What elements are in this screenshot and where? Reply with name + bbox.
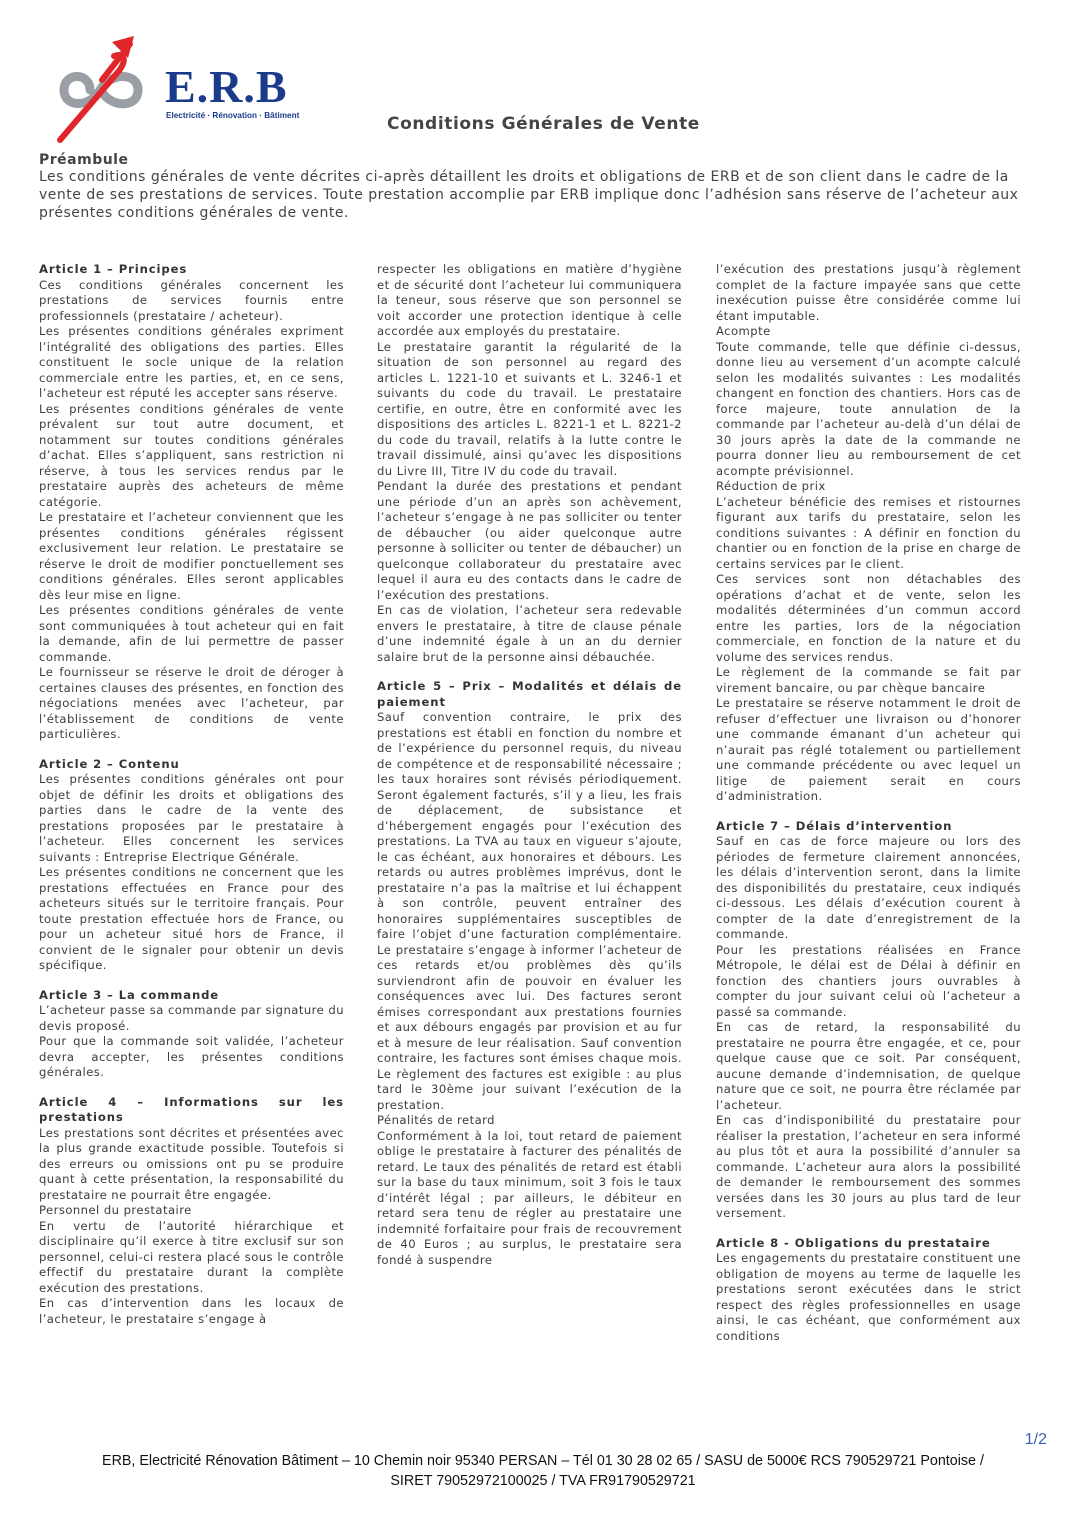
document-title: Conditions Générales de Vente bbox=[387, 114, 700, 134]
paragraph: L’acheteur passe sa commande par signature du devis proposé. bbox=[39, 1003, 344, 1033]
column-2 bbox=[377, 262, 682, 1268]
article-5-title: Article 5 – Prix – Modalités et délais de paiement bbox=[377, 679, 682, 709]
paragraph: Les prestations sont décrites et présentées avec la plus grande exactitude possible. Toutefois si des erreurs ou omissions ont pu se produire quant à cette présentation, la responsabilité du prestataire ne pourrait être engagée. bbox=[39, 1125, 344, 1202]
paragraph: L’acheteur bénéficie des remises et ristournes figurant aux tarifs du prestataire, selon les conditions suivantes : A définir en fonction du chantier ou en fonction de la prise en charge de certains services par le client. bbox=[716, 494, 1021, 571]
article-7-title: Article 7 – Délais d’intervention bbox=[716, 818, 953, 833]
paragraph: Pendant la durée des prestations et pendant une période d’un an après son achèvement, l’acheteur s’engage à ne pas solliciter ou tenter de débaucher (ou aider quelconque autre personne à solliciter ou tenter de débaucher) un quelconque collaborateur du prestataire avec lequel il aura eu des contacts dans le cadre de l’exécution des prestations. bbox=[377, 479, 682, 602]
page-number: 1/2 bbox=[1024, 1431, 1047, 1448]
footer-line-1: ERB, Electricité Rénovation Bâtiment – 10 Chemin noir 95340 PERSAN – Tél 01 30 28 02 65 / SASU de 5000€ RCS 790529721 Pontoise / bbox=[102, 1453, 984, 1469]
paragraph: En cas de violation, l’acheteur sera redevable envers le prestataire, à titre de clause pénale d’une indemnité égale à un an du dernier salaire brut de la personne ainsi débauchée. bbox=[377, 603, 682, 664]
subheading: Réduction de prix bbox=[716, 479, 826, 493]
paragraph: Le règlement de la commande se fait par virement bancaire, ou par chèque bancaire bbox=[716, 665, 1021, 695]
paragraph: Sauf convention contraire, le prix des prestations est établi en fonction du nombre et de l’expérience du personnel requis, du niveau de compétence et de responsabilité nécessaire ; les taux horaires sont révisés périodiquement. Seront également facturés, s’il y a lieu, les frais de déplacement, de subsistance et d’hébergement engagés pour l’exécution des prestations. La TVA au taux en vigueur s’ajoute, le cas échéant, aux honoraires et débours. Les retards ou autres problèmes imprévus, dont le prestataire n’a pas la maîtrise et lui échappent à son contrôle, peuvent entraîner des honoraires supplémentaires susceptibles de faire l’objet d’une facturation complémentaire. Le prestataire s’engage à informer l’acheteur de ces retards et/ou problèmes dès qu’ils surviendront afin de pouvoir en évaluer les conséquences avec lui. Des factures seront émises correspondant aux prestations fournies et aux débours engagés par provision et au fur et à mesure de leur réalisation. Sauf convention contraire, les factures sont émises chaque mois. Le règlement des factures est exigible : au plus tard le 30ème jour suivant l’exécution de la prestation. bbox=[377, 710, 682, 1112]
paragraph: Les présentes conditions générales ont pour objet de définir les droits et obligations des parties dans le cadre de la vente des prestations proposées par le prestataire à l’acheteur. Elles concernent les services suivants : Entreprise Electrique Générale. bbox=[39, 772, 344, 864]
paragraph: Les présentes conditions ne concernent que les prestations effectuées en France pour des acheteurs situés sur le territoire français. Pour toute prestation effectuée hors de France, ou pour un acheteur situé hors de France, il convient de le signaler pour obtenir un devis spécifique. bbox=[39, 865, 344, 972]
paragraph: Ces services sont non détachables des opérations d’achat et de vente, selon les modalités déterminées d’un commun accord entre les parties, lors de la négociation commerciale, en fonction de la nature et du volume des services rendus. bbox=[716, 572, 1021, 664]
paragraph: Sauf en cas de force majeure ou lors des périodes de fermeture clairement annoncées, les délais d’intervention seront, dans la limite des disponibilités du prestataire, ceux indiqués ci-dessous. Les délais d’exécution courent à compter de la date d’enregistrement de la commande. bbox=[716, 834, 1021, 941]
article-8-title: Article 8 - Obligations du prestataire bbox=[716, 1235, 991, 1250]
paragraph: Le prestataire garantit la régularité de la situation de son personnel au regard des articles L. 1221-10 et suivants et L. 3246-1 et suivants du code du travail. Le prestataire certifie, en outre, être en conformité avec les dispositions des articles L. 8221-1 et L. 8221-2 du code du travail, relatifs à la lutte contre le travail dissimulé, ainsi qu’avec les dispositions du Livre III, Titre IV du code du travail. bbox=[377, 339, 682, 478]
subheading: Acompte bbox=[716, 324, 771, 338]
subheading: Pénalités de retard bbox=[377, 1113, 495, 1127]
preamble bbox=[39, 152, 1051, 222]
paragraph: Conformément à la loi, tout retard de paiement oblige le prestataire à facturer des pénalités de retard. Le taux des pénalités de retard est établi sur la base du taux minimum, soit 3 fois le taux d’intérêt légal ; par ailleurs, le débiteur en retard sera tenu de régler au prestataire une indemnité forfaitaire pour frais de recouvrement de 40 Euros ; au surplus, le prestataire sera fondé à suspendre bbox=[377, 1128, 682, 1267]
column-1 bbox=[39, 262, 344, 1327]
paragraph: respecter les obligations en matière d’hygiène et de sécurité dont l’acheteur lui communiquera la teneur, sous réserve que son personnel se voit accorder une protection identique à celle accordée aux employés du prestataire. bbox=[377, 262, 682, 338]
article-4-title: Article 4 – Informations sur les prestations bbox=[39, 1094, 344, 1124]
article-1-title: Article 1 – Principes bbox=[39, 262, 188, 276]
article-2-title: Article 2 – Contenu bbox=[39, 756, 180, 771]
paragraph: Les engagements du prestataire constituent une obligation de moyens au terme de laquelle les prestations seront exécutées dans le strict respect des règles professionnelles en usage ainsi, le cas échéant, que conformément aux conditions bbox=[716, 1251, 1021, 1343]
footer-line-2: SIRET 79052972100025 / TVA FR91790529721 bbox=[390, 1473, 696, 1489]
footer bbox=[0, 1451, 1086, 1491]
paragraph: Le prestataire et l’acheteur conviennent que les présentes conditions générales régissent exclusivement leur relation. Le prestataire se réserve le droit de modifier ponctuellement ses conditions générales. Elles seront applicables dès leur mise en ligne. bbox=[39, 510, 344, 602]
paragraph: l’exécution des prestations jusqu’à règlement complet de la facture impayée sans que cette inexécution puisse être considérée comme lui étant imputable. bbox=[716, 262, 1021, 323]
paragraph: Le prestataire se réserve notamment le droit de refuser d’effectuer une livraison ou d’honorer une commande émanant d’un acheteur qui n’aurait pas réglé totalement ou partiellement une commande précédente ou avec lequel un litige de paiement serait en cours d’administration. bbox=[716, 696, 1021, 803]
paragraph: Ces conditions générales concernent les prestations de services fournis entre professionnels (prestataire / acheteur). bbox=[39, 277, 344, 323]
preamble-text: Les conditions générales de vente décrites ci-après détaillent les droits et obligations de ERB et de son client dans le cadre de la vente de ses prestations de services. Toute prestation accomplie par ERB implique donc l’adhésion sans réserve de l’acheteur aux présentes conditions générales de vente. bbox=[39, 169, 1019, 221]
paragraph: Les présentes conditions générales expriment l’intégralité des obligations des parties. Elles constituent le socle unique de la relation commerciale entre les parties, et, en ce sens, l’acheteur est réputé les accepter sans réserve. bbox=[39, 324, 344, 400]
brand-tagline: Electricité · Rénovation · Bâtiment bbox=[166, 111, 300, 120]
paragraph: Pour que la commande soit validée, l’acheteur devra accepter, les présentes conditions générales. bbox=[39, 1034, 344, 1079]
column-3 bbox=[716, 262, 1021, 1344]
article-3-title: Article 3 – La commande bbox=[39, 987, 220, 1002]
paragraph: Les présentes conditions générales de vente sont communiquées à tout acheteur qui en fait la demande, afin de lui permettre de passer commande. bbox=[39, 603, 344, 664]
paragraph: En cas de retard, la responsabilité du prestataire ne pourra être engagée, et ce, pour quelque cause que ce soit. Par conséquent, aucune demande d’indemnisation, de quelque nature que ce soit, ne pourra être réclamée par l’acheteur. bbox=[716, 1020, 1021, 1112]
paragraph: Toute commande, telle que définie ci-dessus, donne lieu au versement d’un acompte calculé selon les modalités suivantes : Les modalités changent en fonction des chantiers. Hors cas de force majeure, toute annulation de la commande par l’acheteur au-delà d’un délai de 30 jours après la date de la commande ne pourra donner lieu au remboursement de cet acompte prévisionnel. bbox=[716, 339, 1021, 478]
paragraph: En cas d’intervention dans les locaux de l’acheteur, le prestataire s’engage à bbox=[39, 1296, 344, 1326]
paragraph: En vertu de l’autorité hiérarchique et disciplinaire qu’il exerce à titre exclusif sur son personnel, celui-ci restera placé sous le contrôle effectif du prestataire durant la complète exécution des prestations. bbox=[39, 1218, 344, 1295]
brand-name: E.R.B bbox=[165, 61, 288, 112]
paragraph: Pour les prestations réalisées en France Métropole, le délai est de Délai à définir en fonction des chantiers jours ouvrables à compter du jour suivant celui où l’acheteur a passé sa commande. bbox=[716, 942, 1021, 1019]
paragraph: Le fournisseur se réserve le droit de déroger à certaines clauses des présentes, en fonction des négociations menées avec l’acheteur, par l’établissement de conditions de vente particulières. bbox=[39, 665, 344, 741]
subheading: Personnel du prestataire bbox=[39, 1203, 192, 1217]
preamble-heading: Préambule bbox=[39, 152, 129, 168]
paragraph: En cas d’indisponibilité du prestataire pour réaliser la prestation, l’acheteur en sera informé au plus tôt et aura la possibilité d’annuler sa commande. L’acheteur aura alors la possibilité de demander le remboursement des sommes versées dans les 30 jours au plus tard de leur versement. bbox=[716, 1113, 1021, 1220]
paragraph: Les présentes conditions générales de vente prévalent sur tout autre document, et notamment sur toutes conditions générales d’achat. Elles s’appliquent, sans restriction ni réserve, à tous les services rendus par le prestataire auprès des acheteurs de même catégorie. bbox=[39, 401, 344, 509]
